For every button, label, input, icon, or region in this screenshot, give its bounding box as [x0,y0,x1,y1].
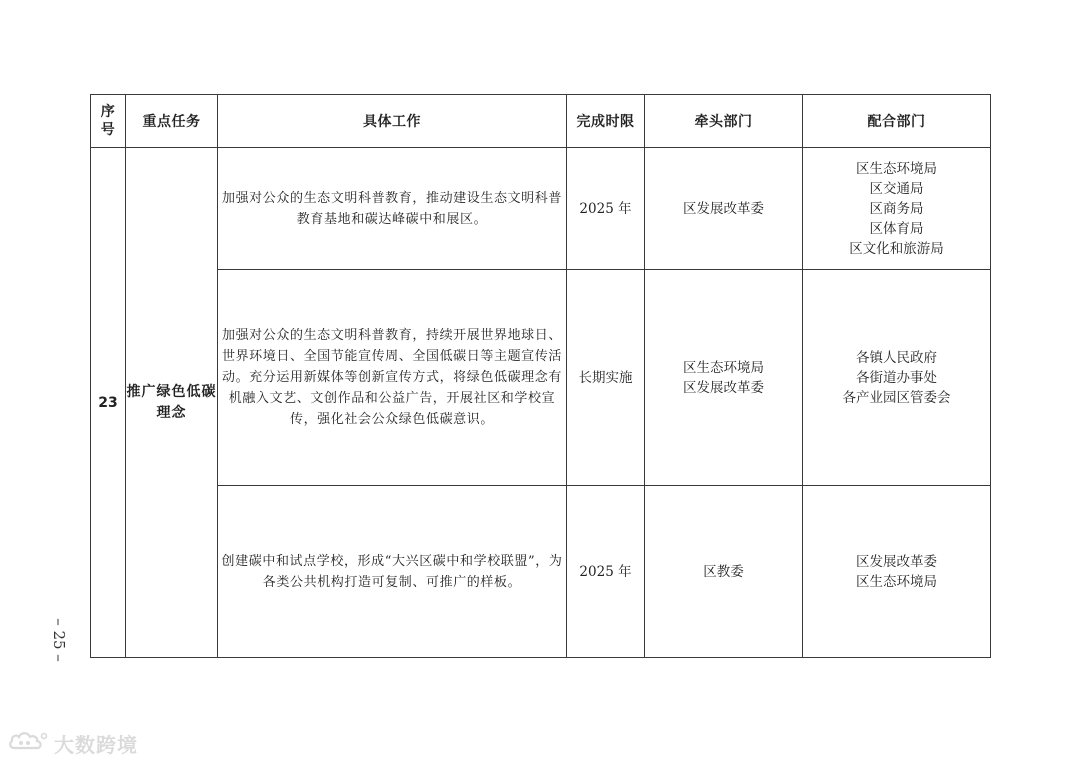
row-3-coop-item: 区发展改革委 [856,553,937,570]
row-3-work: 创建碳中和试点学校，形成“大兴区碳中和学校联盟”，为各类公共机构打造可复制、可推广的样板。 [218,486,567,658]
header-work: 具体工作 [218,95,567,148]
row-1-coop-item: 区生态环境局 [856,160,937,177]
row-2-coop-item: 各产业园区管委会 [842,389,951,406]
table-row [91,270,991,486]
watermark-text: 大数跨境 [54,732,138,757]
row-3-deadline: 2025 年 [567,486,645,658]
group-seq: 23 [91,148,126,658]
header-lead: 牵头部门 [645,95,803,148]
header-task: 重点任务 [126,95,218,148]
header-seq [91,95,126,148]
watermark [8,728,138,758]
task-table-sheet [90,94,990,658]
table-row [91,148,991,270]
row-3-coop [803,486,991,658]
header-seq-char-1: 序 [100,104,116,120]
header-seq-char-2: 号 [100,122,116,138]
group-task: 推广绿色低碳理念 [126,148,218,658]
cloud-logo-icon [8,728,48,758]
row-3-coop-item: 区生态环境局 [856,573,937,590]
page-number [44,612,74,668]
row-2-deadline: 长期实施 [567,270,645,486]
header-deadline: 完成时限 [567,95,645,148]
row-1-coop [803,148,991,270]
row-2-lead-item: 区生态环境局 [683,359,764,376]
row-2-coop [803,270,991,486]
row-1-deadline: 2025 年 [567,148,645,270]
header-row [91,95,991,148]
row-1-coop-item: 区文化和旅游局 [849,240,944,257]
row-1-coop-item: 区商务局 [869,200,924,217]
row-1-coop-item: 区体育局 [869,220,924,237]
row-2-lead-item: 区发展改革委 [683,379,764,396]
row-1-work: 加强对公众的生态文明科普教育，推动建设生态文明科普教育基地和碳达峰碳中和展区。 [218,148,567,270]
header-coop: 配合部门 [803,95,991,148]
table-row [91,486,991,658]
task-table [90,94,991,658]
row-1-lead-item: 区发展改革委 [683,200,764,217]
row-3-lead [645,486,803,658]
row-2-coop-item: 各街道办事处 [856,369,937,386]
row-1-lead [645,148,803,270]
page-number-text: – 25 – [50,618,68,662]
row-2-lead [645,270,803,486]
row-2-coop-item: 各镇人民政府 [856,349,937,366]
row-1-coop-item: 区交通局 [869,180,924,197]
row-3-lead-item: 区教委 [703,563,744,580]
row-2-work: 加强对公众的生态文明科普教育，持续开展世界地球日、世界环境日、全国节能宣传周、全国低碳日等主题宣传活动。充分运用新媒体等创新宣传方式，将绿色低碳理念有机融入文艺、文创作品和公益广告，开展社区和学校宣传，强化社会公众绿色低碳意识。 [218,270,567,486]
